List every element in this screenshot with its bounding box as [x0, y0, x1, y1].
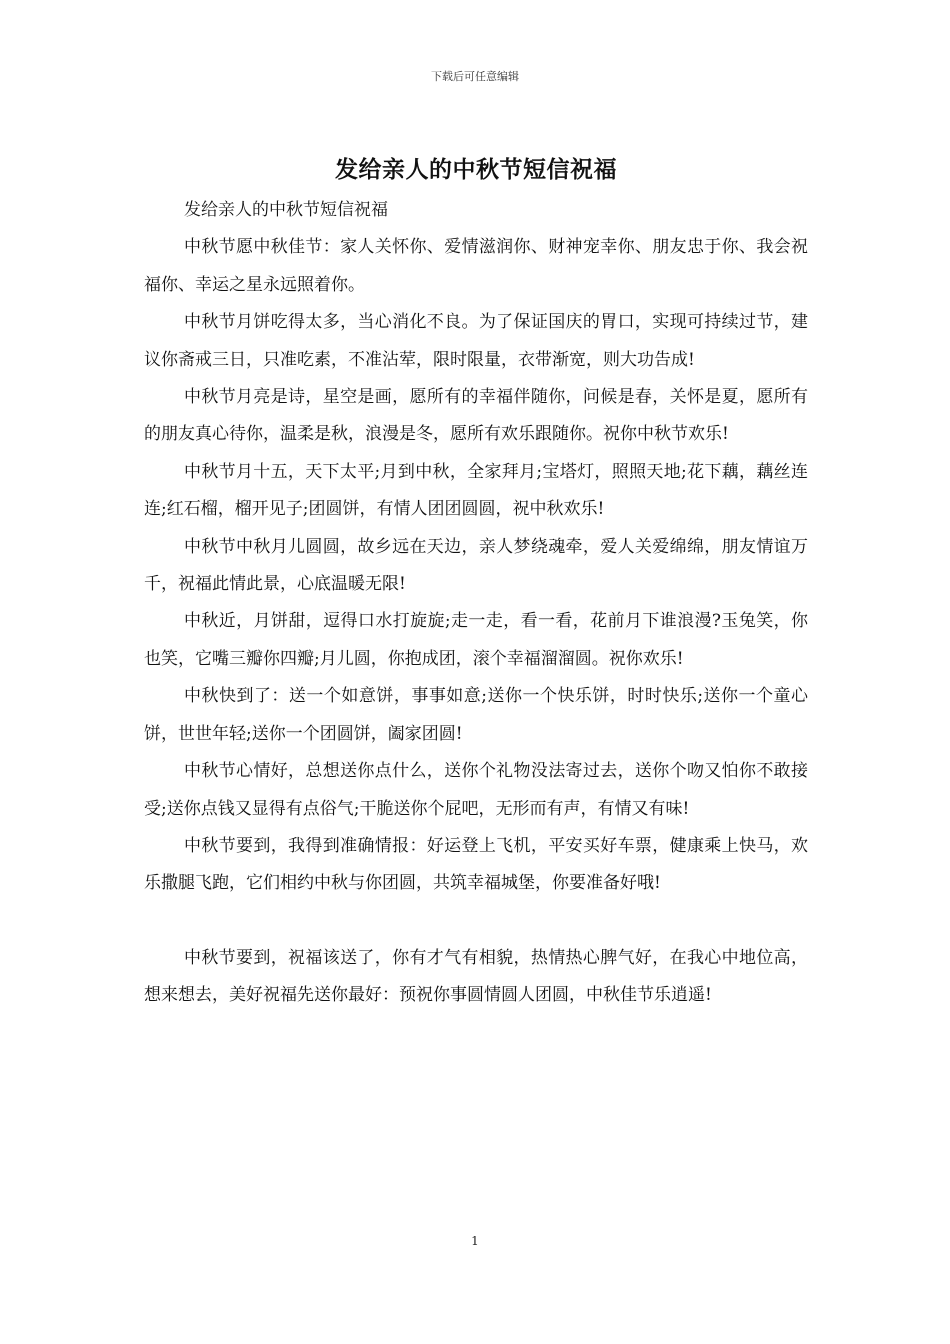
paragraph: 中秋节要到，我得到准确情报：好运登上飞机，平安买好车票，健康乘上快马，欢乐撒腿飞跑，它们相约中秋与你团圆，共筑幸福城堡，你要准备好哦!: [144, 835, 808, 894]
paragraph: 中秋近，月饼甜，逗得口水打旋旋;走一走，看一看，花前月下谁浪漫?玉兔笑，你也笑，它嘴三瓣你四瓣;月儿圆，你抱成团，滚个幸福溜溜圆。祝你欢乐!: [144, 611, 808, 669]
paragraph: 中秋节月饼吃得太多，当心消化不良。为了保证国庆的胃口，实现可持续过节，建议你斋戒三日，只准吃素，不准沾荤，限时限量，衣带渐宽，则大功告成!: [144, 312, 808, 370]
paragraph: 中秋节要到，祝福该送了，你有才气有相貌，热情热心脾气好，在我心中地位高，想来想去，美好祝福先送你最好：预祝你事圆情圆人团圆，中秋佳节乐逍遥!: [144, 947, 808, 1006]
page-number: 1: [471, 1234, 479, 1248]
paragraph: 中秋节心情好，总想送你点什么，送你个礼物没法寄过去，送你个吻又怕你不敢接受;送你点钱又显得有点俗气;干脆送你个屁吧，无形而有声，有情又有味!: [144, 761, 808, 819]
paragraph: 中秋快到了：送一个如意饼，事事如意;送你一个快乐饼，时时快乐;送你一个童心饼，世世年轻;送你一个团圆饼，阖家团圆!: [144, 686, 808, 744]
paragraph: 发给亲人的中秋节短信祝福: [184, 200, 388, 220]
paragraph: 中秋节中秋月儿圆圆，故乡远在天边，亲人梦绕魂牵，爱人关爱绵绵，朋友情谊万千，祝福此情此景，心底温暖无限!: [144, 536, 808, 595]
document-title: 发给亲人的中秋节短信祝福: [335, 156, 617, 183]
paragraph: 中秋节月十五，天下太平;月到中秋，全家拜月;宝塔灯，照照天地;花下藕，藕丝连连;红石榴，榴开见子;团圆饼，有情人团团圆圆，祝中秋欢乐!: [144, 461, 808, 520]
paragraph: 中秋节月亮是诗，星空是画，愿所有的幸福伴随你，问候是春，关怀是夏，愿所有的朋友真心待你，温柔是秋，浪漫是冬，愿所有欢乐跟随你。祝你中秋节欢乐!: [144, 387, 808, 445]
document-body: [144, 150, 808, 1015]
paragraph: 中秋节愿中秋佳节：家人关怀你、爱情滋润你、财神宠幸你、朋友忠于你、我会祝福你、幸运之星永远照着你。: [144, 237, 808, 295]
blank-line: [144, 903, 808, 940]
header-note: 下载后可任意编辑: [431, 70, 519, 83]
